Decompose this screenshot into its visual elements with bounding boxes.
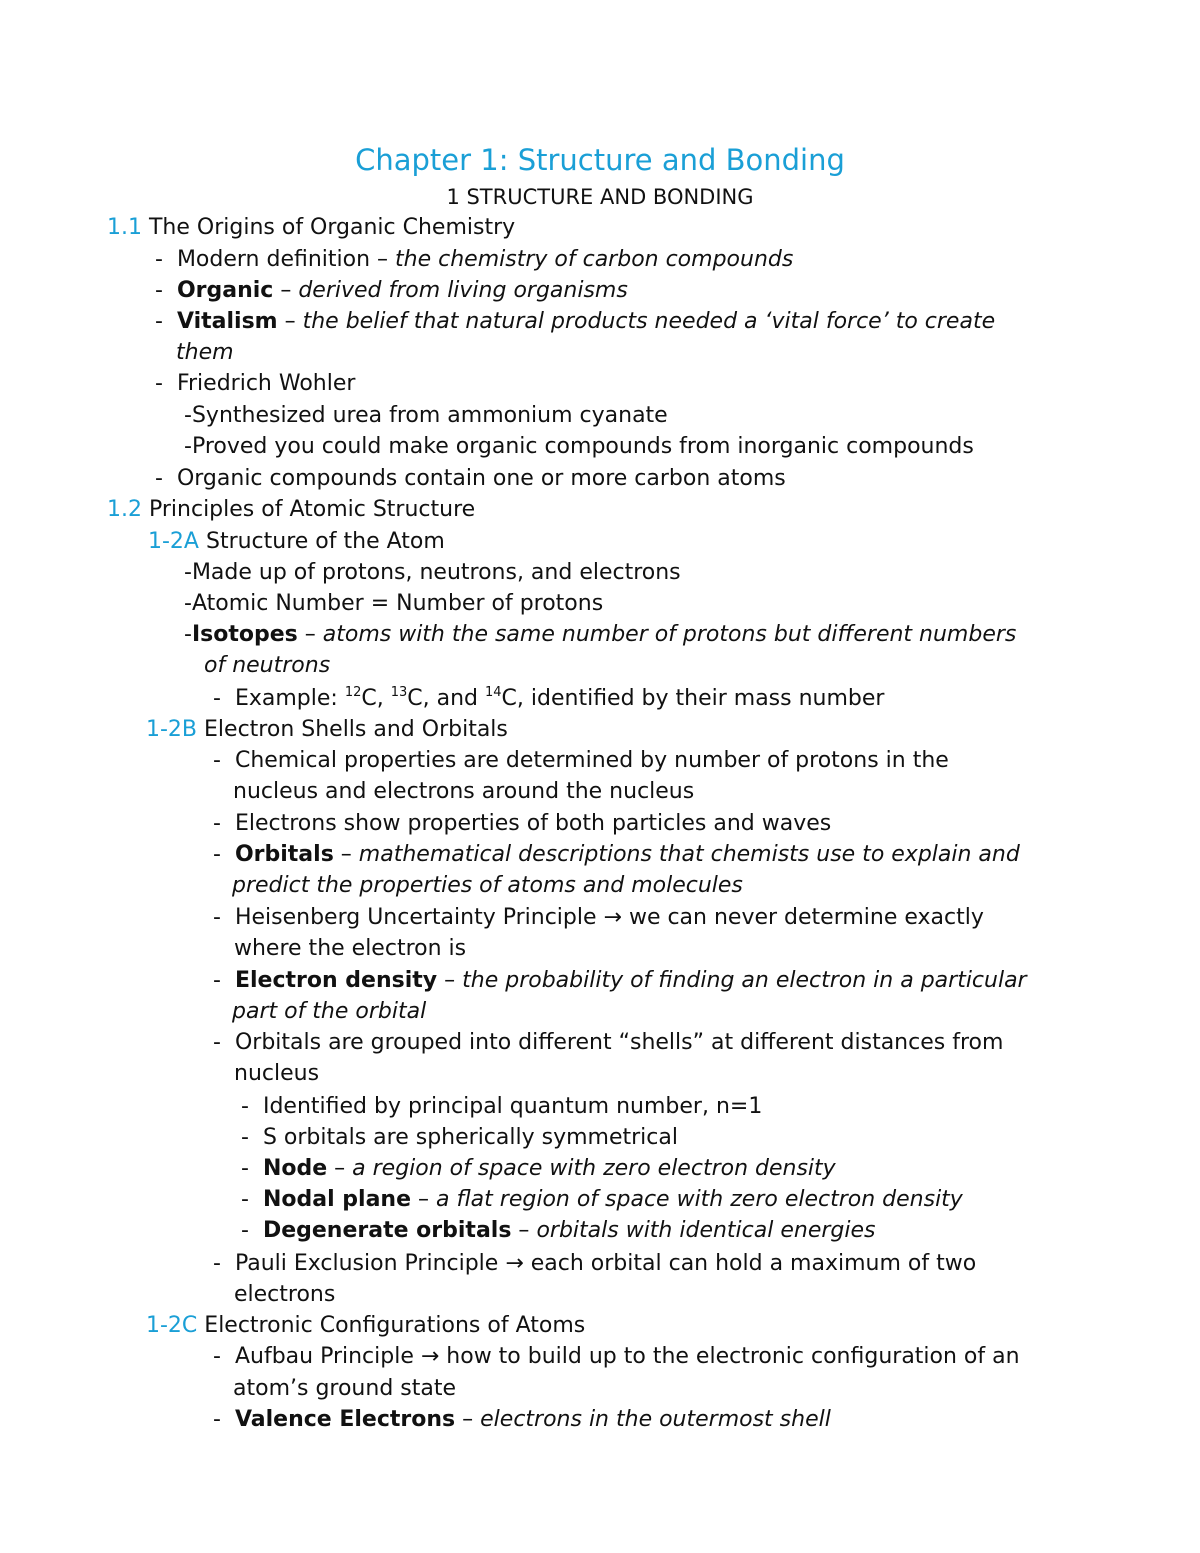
mass-number: 13	[390, 685, 408, 700]
term: Valence Electrons	[234, 1407, 456, 1432]
separator: –	[297, 622, 323, 647]
chapter-title: Chapter 1: Structure and Bonding	[355, 143, 845, 177]
bullet-text: Organic compounds contain one or more carbon atoms	[176, 466, 786, 491]
separator: –	[370, 247, 396, 272]
bullet-dash: -	[155, 466, 163, 491]
bullet-electron-density	[213, 966, 1027, 996]
bullet-text: Atomic Number = Number of protons	[191, 591, 604, 616]
bullet-modern-definition	[155, 245, 793, 275]
bullet-chemical-properties	[213, 746, 949, 776]
bullet-dash: -	[184, 622, 192, 647]
bullet-text: Heisenberg Uncertainty Principle → we can never determine exactly	[234, 905, 984, 930]
bullet-isotopes	[184, 620, 1016, 650]
bullet-heisenberg-continued	[234, 934, 466, 964]
bullet-dash: -	[241, 1094, 249, 1119]
section-number: 1.1	[107, 215, 142, 240]
bullet-text: Pauli Exclusion Principle → each orbital can hold a maximum of two	[234, 1251, 977, 1276]
definition: part of the orbital	[232, 999, 427, 1024]
definition: the chemistry of carbon compounds	[395, 247, 794, 272]
term: Nodal plane	[262, 1187, 411, 1212]
bullet-vitalism	[155, 307, 995, 337]
bullet-text: where the electron is	[234, 936, 467, 961]
bullet-dash: -	[184, 560, 192, 585]
bullet-vitalism-continued	[176, 338, 234, 368]
term: Isotopes	[191, 622, 298, 647]
bullet-aufbau	[213, 1342, 1020, 1372]
bullet-dash: -	[155, 278, 163, 303]
term: Node	[262, 1156, 328, 1181]
subsection-number: 1-2B	[146, 717, 198, 742]
mass-number: 14	[485, 685, 502, 700]
bullet-electron-density-continued	[232, 997, 426, 1027]
sub-bullet-nodal-plane	[241, 1185, 963, 1215]
bullet-dash: -	[213, 1407, 221, 1432]
bullet-organic	[155, 276, 628, 306]
definition: atoms with the same number of protons but different numbers	[322, 622, 1017, 647]
definition: a flat region of space with zero electron density	[436, 1187, 963, 1212]
bullet-particles-waves	[213, 809, 831, 839]
example-label: Example:	[234, 686, 345, 711]
subsection-heading-1-2b	[146, 715, 508, 745]
section-heading-1-2	[107, 495, 475, 525]
bullet-text: Synthesized urea from ammonium cyanate	[191, 403, 668, 428]
bullet-dash: -	[155, 371, 163, 396]
definition: of neutrons	[204, 653, 331, 678]
bullet-aufbau-continued	[233, 1374, 456, 1404]
bullet-dash: -	[241, 1125, 249, 1150]
definition: derived from living organisms	[298, 278, 628, 303]
bullet-dash: -	[213, 748, 221, 773]
definition: mathematical descriptions that chemists use to explain and	[358, 842, 1020, 867]
bullet-text: nucleus and electrons around the nucleus	[233, 779, 695, 804]
bullet-wohler	[155, 369, 355, 399]
bullet-dash: -	[184, 591, 192, 616]
separator: –	[437, 968, 463, 993]
chapter-subtitle: 1 STRUCTURE AND BONDING	[446, 185, 754, 209]
bullet-dash: -	[213, 905, 221, 930]
bullet-isotopes-continued	[204, 651, 330, 681]
bullet-text: Electrons show properties of both particles and waves	[234, 811, 832, 836]
definition: orbitals with identical energies	[536, 1218, 876, 1243]
bullet-atomic-number	[184, 589, 603, 619]
bullet-dash: -	[213, 1344, 221, 1369]
sub-bullet-s-orbitals	[241, 1123, 678, 1153]
bullet-text: Friedrich Wohler	[176, 371, 356, 396]
bullet-dash: -	[241, 1218, 249, 1243]
mass-number: 12	[344, 685, 362, 700]
section-title: Principles of Atomic Structure	[142, 497, 476, 522]
definition: the belief that natural products needed a ‘vital force’ to create	[302, 309, 996, 334]
bullet-text: Identified by principal quantum number, n=1	[262, 1094, 763, 1119]
bullet-dash: -	[213, 686, 221, 711]
section-number: 1.2	[107, 497, 142, 522]
element: C,	[361, 686, 391, 711]
term: Orbitals	[234, 842, 334, 867]
sub-bullet-inorganic	[184, 432, 974, 462]
bullet-text: Orbitals are grouped into different “shells” at different distances from	[234, 1030, 1004, 1055]
bullet-text: Made up of protons, neutrons, and electrons	[191, 560, 681, 585]
separator: –	[327, 1156, 353, 1181]
bullet-pauli-continued	[234, 1280, 335, 1310]
bullet-orbitals-continued	[232, 871, 743, 901]
subsection-heading-1-2a	[148, 527, 445, 557]
bullet-orbitals	[213, 840, 1020, 870]
separator: –	[333, 842, 359, 867]
separator: –	[411, 1187, 436, 1212]
bullet-heisenberg	[213, 903, 984, 933]
term: Degenerate orbitals	[262, 1218, 512, 1243]
bullet-text: Chemical properties are determined by number of protons in the	[234, 748, 949, 773]
definition: electrons in the outermost shell	[480, 1407, 831, 1432]
bullet-isotope-example	[213, 684, 884, 714]
bullet-text: electrons	[234, 1282, 336, 1307]
element: C, and	[407, 686, 485, 711]
bullet-text: atom’s ground state	[233, 1376, 457, 1401]
bullet-dash: -	[184, 403, 192, 428]
subsection-title: Structure of the Atom	[198, 529, 445, 554]
bullet-dash: -	[213, 968, 221, 993]
bullet-dash: -	[155, 309, 163, 334]
bullet-dash: -	[213, 1251, 221, 1276]
bullet-text: Proved you could make organic compounds from inorganic compounds	[191, 434, 974, 459]
element: C, identified by their mass number	[501, 686, 885, 711]
bullet-carbon-atoms	[155, 464, 786, 494]
subsection-title: Electronic Configurations of Atoms	[197, 1313, 586, 1338]
separator: –	[277, 309, 303, 334]
definition: the probability of finding an electron in a particular	[462, 968, 1027, 993]
bullet-shells	[213, 1028, 1003, 1058]
bullet-dash: -	[213, 811, 221, 836]
subsection-heading-1-2c	[146, 1311, 585, 1341]
sub-bullet-degenerate-orbitals	[241, 1216, 875, 1246]
bullet-text: Modern definition	[176, 247, 371, 272]
subsection-number: 1-2C	[146, 1313, 198, 1338]
bullet-dash: -	[241, 1187, 249, 1212]
bullet-shells-continued	[234, 1059, 319, 1089]
subsection-title: Electron Shells and Orbitals	[197, 717, 508, 742]
section-title: The Origins of Organic Chemistry	[142, 215, 516, 240]
bullet-chemical-properties-continued	[233, 777, 694, 807]
bullet-dash: -	[155, 247, 163, 272]
bullet-dash: -	[213, 842, 221, 867]
separator: –	[455, 1407, 481, 1432]
section-heading-1-1	[107, 213, 515, 243]
bullet-pauli	[213, 1249, 976, 1279]
definition: predict the properties of atoms and molecules	[232, 873, 743, 898]
bullet-dash: -	[241, 1156, 249, 1181]
sub-bullet-urea	[184, 401, 668, 431]
term: Organic	[176, 278, 274, 303]
definition: a region of space with zero electron density	[352, 1156, 836, 1181]
subsection-number: 1-2A	[148, 529, 199, 554]
bullet-valence-electrons	[213, 1405, 831, 1435]
bullet-dash: -	[213, 1030, 221, 1055]
separator: –	[273, 278, 299, 303]
definition: them	[176, 340, 234, 365]
bullet-dash: -	[184, 434, 192, 459]
sub-bullet-quantum-number	[241, 1092, 762, 1122]
term: Electron density	[234, 968, 438, 993]
bullet-text: Aufbau Principle → how to build up to the electronic configuration of an	[234, 1344, 1020, 1369]
sub-bullet-node	[241, 1154, 836, 1184]
bullet-made-up	[184, 558, 681, 588]
bullet-text: S orbitals are spherically symmetrical	[262, 1125, 678, 1150]
term: Vitalism	[176, 309, 278, 334]
separator: –	[511, 1218, 537, 1243]
bullet-text: nucleus	[234, 1061, 320, 1086]
